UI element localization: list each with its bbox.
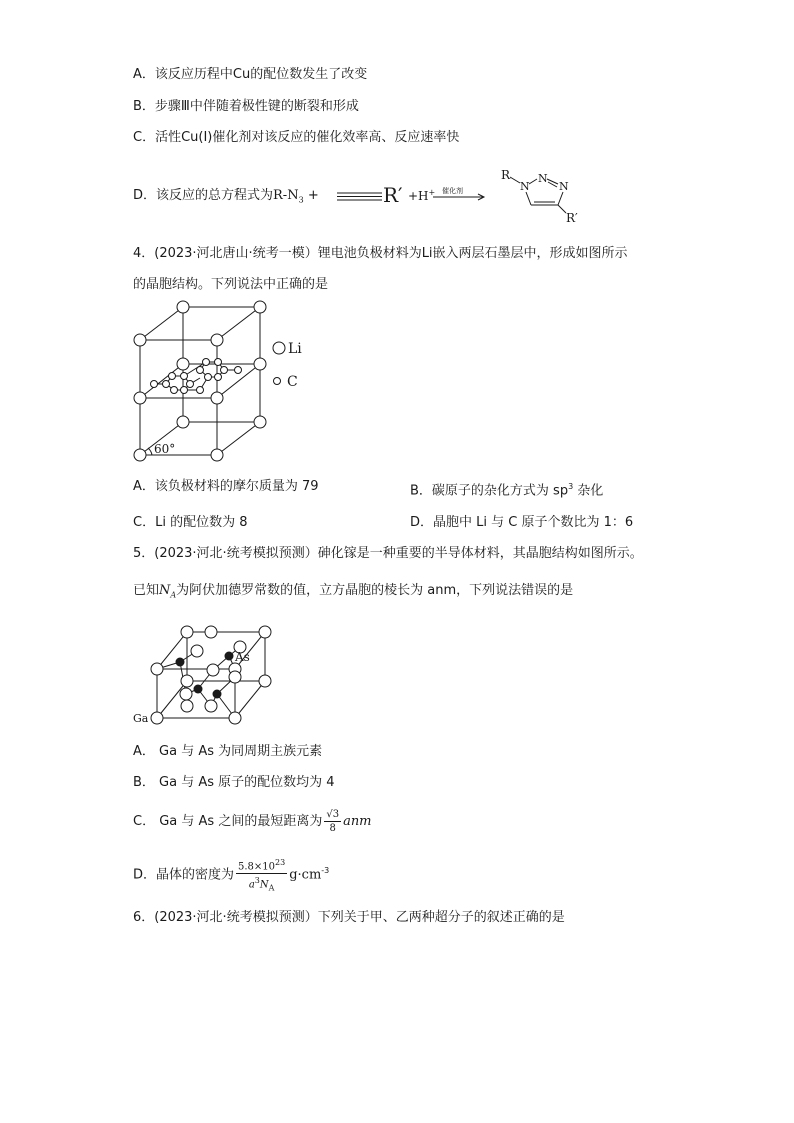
product-r: R bbox=[501, 168, 511, 182]
q4-option-b: B．碳原子的杂化方式为 $sp^3$ 杂化 bbox=[410, 482, 604, 499]
q3-equation-diagram bbox=[330, 160, 660, 230]
q4-option-d: D．晶胞中 Li 与 C 原子个数比为 1：6 bbox=[410, 515, 634, 530]
svg-text:N: N bbox=[538, 172, 548, 185]
legend-li-symbol bbox=[273, 342, 285, 354]
legend-c-symbol bbox=[274, 378, 281, 385]
svg-text:N: N bbox=[559, 180, 569, 193]
fraction-sqrt3-over-8: $\frac{√3}{8}$ bbox=[326, 809, 340, 834]
q5-option-a: A． Ga 与 As 为同周期主族元素 bbox=[133, 744, 323, 759]
legend-c-label: C bbox=[287, 374, 298, 390]
q3-option-c: C．活性Cu(Ⅰ)催化剂对该反应的催化效率高、反应速率快 bbox=[133, 130, 460, 145]
q5-option-b: B． Ga 与 As 原子的配位数均为 4 bbox=[133, 775, 335, 790]
product-r-prime: R′ bbox=[566, 211, 578, 225]
q5-stem-line2: 已知$N_A$为阿伏加德罗常数的值，立方晶胞的棱长为 anm，下列说法错误的是 bbox=[133, 583, 574, 600]
na-symbol: $N_A$ bbox=[159, 583, 177, 600]
q3-plus-1: + bbox=[307, 188, 319, 203]
q5-option-c: C． Ga 与 As 之间的最短距离为 $\frac{√3}{8}$ anm bbox=[133, 809, 372, 834]
q3-option-d-prefix: D．该反应的总方程式为 bbox=[133, 188, 274, 203]
fraction-density: $\frac{5.8\times 10^{23}}{a^3N_A}$ bbox=[238, 857, 286, 893]
as-label: As bbox=[235, 650, 250, 664]
ga-atoms bbox=[151, 626, 271, 724]
alkyne-triple-bond bbox=[337, 193, 382, 200]
legend-li-label: Li bbox=[288, 341, 302, 357]
ga-label: Ga bbox=[133, 712, 149, 725]
q5-option-d: D．晶体的密度为 $\frac{5.8\times 10^{23}}{a^3N_A}$ $g\cdot cm^{-3}$ bbox=[133, 857, 330, 893]
q3-plus-h: +H+ bbox=[408, 188, 436, 203]
q4-stem-line1: 4．(2023·河北唐山·统考一模）锂电池负极材料为Li嵌入两层石墨层中，形成如图所示 bbox=[133, 246, 628, 261]
q3-option-d bbox=[133, 187, 319, 210]
q3-option-b: B．步骤Ⅲ中伴随着极性键的断裂和形成 bbox=[133, 99, 359, 114]
alkyne-r-prime: R′ bbox=[383, 183, 403, 207]
angle-arc bbox=[148, 448, 152, 455]
q3-option-a: A．该反应历程中Cu的配位数发生了改变 bbox=[133, 67, 368, 82]
angle-label: 60° bbox=[154, 442, 176, 456]
q5-gaas-cell bbox=[130, 620, 280, 725]
q4-option-a: A．该负极材料的摩尔质量为 79 bbox=[133, 479, 319, 494]
triazole-product bbox=[501, 168, 578, 225]
q3-reactant-azide: $R-N_3$ bbox=[273, 188, 304, 205]
q4-option-c: C．Li 的配位数为 8 bbox=[133, 515, 248, 530]
catalyst-label: 催化剂 bbox=[442, 187, 463, 195]
svg-text:N: N bbox=[520, 180, 530, 193]
q5-stem-line1: 5．(2023·河北·统考模拟预测）砷化镓是一种重要的半导体材料，其晶胞结构如图所示。 bbox=[133, 546, 643, 561]
q4-graphite-li-cell bbox=[130, 298, 330, 458]
q4-stem-line2: 的晶胞结构。下列说法中正确的是 bbox=[133, 277, 329, 292]
q6-stem: 6．(2023·河北·统考模拟预测）下列关于甲、乙两种超分子的叙述正确的是 bbox=[133, 910, 565, 925]
